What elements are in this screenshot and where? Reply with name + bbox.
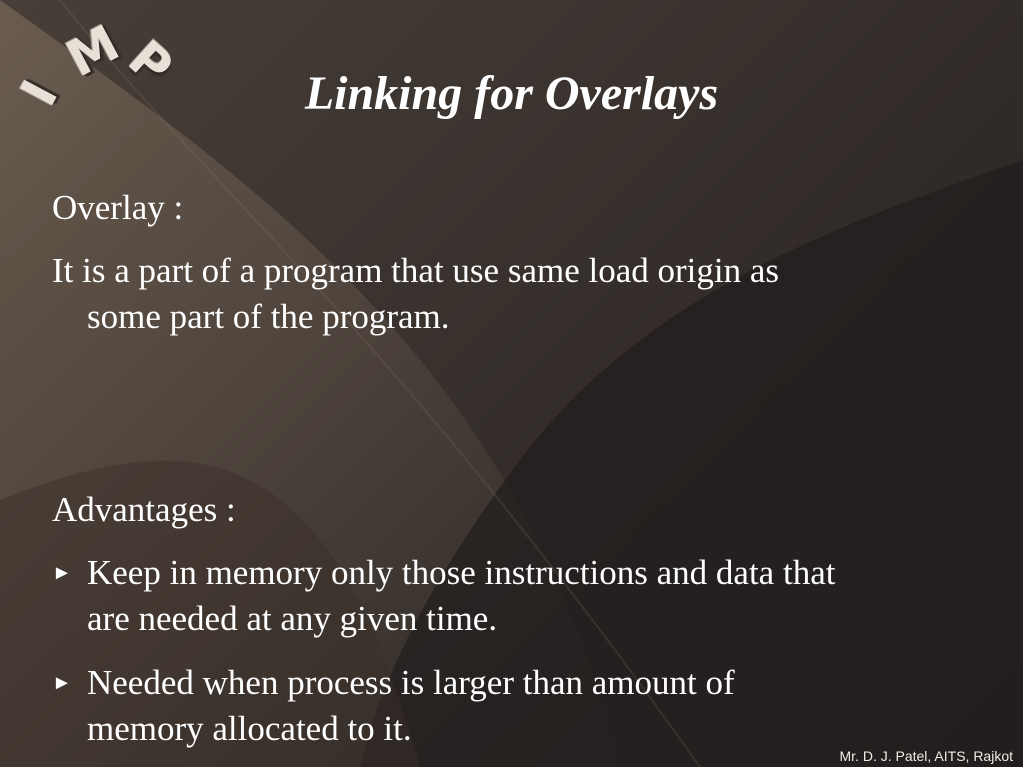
bullet-item (52, 550, 982, 642)
bullet-text-line1: Keep in memory only those instructions and data that (87, 553, 836, 592)
bullet-arrow-icon: ► (52, 562, 72, 584)
slide-title: Linking for Overlays (304, 67, 719, 120)
bullet-text-line2: are needed at any given time. (87, 599, 498, 638)
bullet-item (52, 660, 982, 752)
overlay-definition-line1: It is a part of a program that use same load origin as (52, 251, 780, 290)
stamp-letter-i: I (9, 71, 70, 115)
footer-author: Mr. D. J. Patel, AITS, Rajkot (839, 748, 1013, 764)
bullet-text-line1: Needed when process is larger than amount of (87, 663, 735, 702)
overlay-heading: Overlay : (52, 188, 184, 227)
overlay-definition (52, 248, 982, 340)
stamp-letter-p: P (117, 29, 184, 97)
overlay-definition-line2: some part of the program. (87, 297, 450, 336)
bullet-arrow-icon: ► (52, 672, 72, 694)
stamp-letter-m: M (57, 13, 129, 89)
advantages-heading: Advantages : (52, 490, 236, 529)
bullet-text-line2: memory allocated to it. (87, 709, 412, 748)
